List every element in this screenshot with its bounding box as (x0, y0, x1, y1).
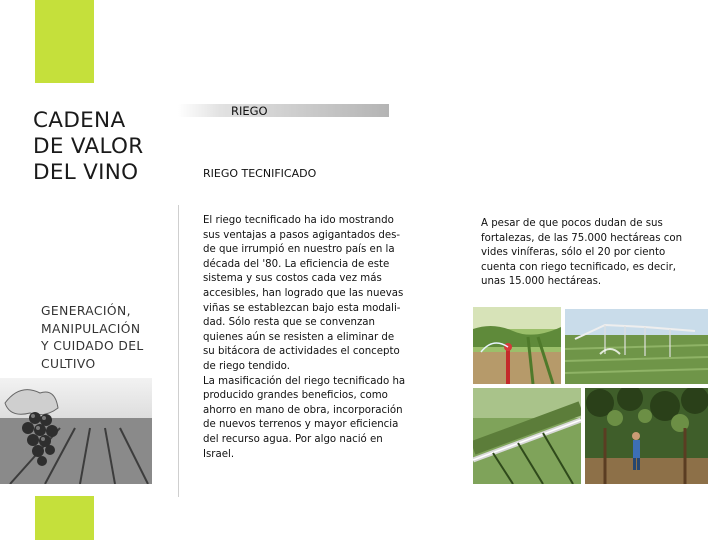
pivot-irrigation-photo (565, 309, 708, 384)
body-text: El riego tecnificado ha ido mostrando sus ventajas a pasos agigantados des- de que irrumpió en nuestro país en la década del '80. La eficiencia de este sistema y sus costos cada vez más accesibles, han logrado que las nuevas viñas se establezcan bajo esta modali- dad. Sólo resta que se convenzan quienes aún se resisten a eliminar de su bitácora de actividades el concepto de riego tendido. La masificación del riego tecnificado ha producido grandes beneficios, como ahorro en mano de obra, incorporación de nuevos terrenos y mayor eficiencia del recurso agua. Por algo nació en Israel. (203, 215, 406, 460)
title-line: CADENA (33, 108, 126, 133)
section-header-bar (178, 104, 389, 117)
title-line: DEL VINO (33, 160, 139, 185)
vertical-divider (178, 205, 179, 497)
grape-vineyard-photo (0, 378, 152, 484)
subtitle-line: CULTIVO (41, 356, 96, 371)
drip-sprinkler-photo (473, 307, 561, 384)
subtitle-line: GENERACIÓN, (41, 304, 131, 318)
section-label: RIEGO (231, 104, 268, 118)
subtitle-line: MANIPULACIÓN (41, 321, 141, 336)
side-text: A pesar de que pocos dudan de sus fortalezas, de las 75.000 hectáreas con vides viníferas, sólo el 20 por ciento cuenta con riego tecnificado, es decir, unas 15.000 hectáreas. (481, 218, 683, 288)
main-title (33, 108, 173, 186)
subtitle (41, 303, 181, 373)
accent-block-bottom (35, 496, 94, 540)
subtitle-line: Y CUIDADO DEL (41, 339, 144, 353)
section-heading: RIEGO TECNIFICADO (203, 167, 317, 180)
vineyard-worker-photo (585, 388, 708, 484)
title-line: DE VALOR (33, 134, 144, 159)
accent-block-top (35, 0, 94, 83)
drip-tubing-photo (473, 388, 581, 484)
